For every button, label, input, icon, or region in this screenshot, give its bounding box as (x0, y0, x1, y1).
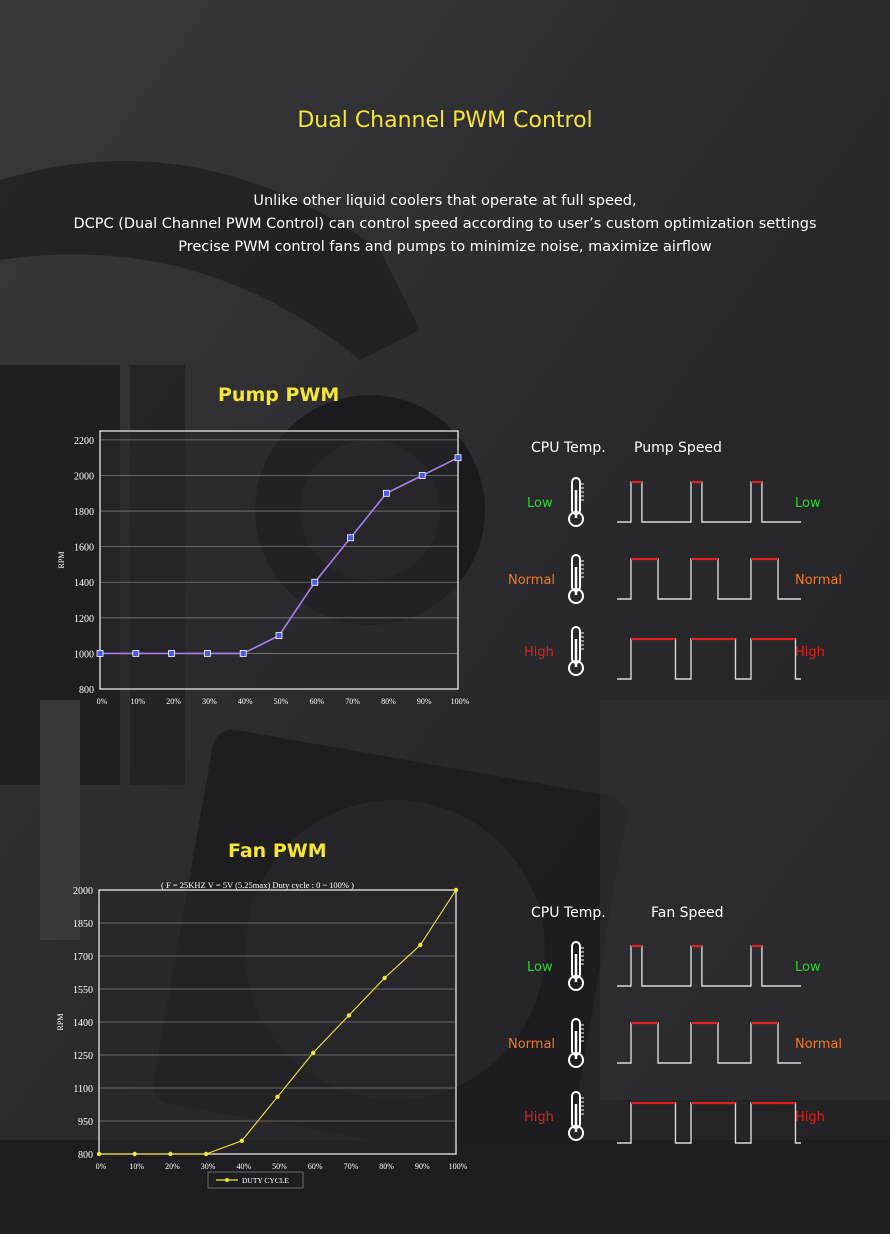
x-tick-label: 100% (448, 1162, 468, 1171)
data-point (204, 1152, 208, 1156)
fan-pwm-chart (0, 874, 480, 1194)
y-tick-label: 2200 (74, 435, 94, 447)
data-point (169, 650, 175, 656)
y-tick-label: 2000 (74, 471, 94, 483)
y-tick-label: 950 (78, 1117, 93, 1128)
data-point (168, 1152, 172, 1156)
pwm-waveform-icon (617, 635, 801, 683)
x-tick-label: 40% (236, 1162, 252, 1171)
pump-panel-speed-header: Pump Speed (634, 440, 722, 456)
level-label-high-left: High (524, 645, 554, 660)
data-point (240, 1139, 244, 1143)
level-label-normal-right: Normal (795, 573, 843, 588)
fan-pwm-title: Fan PWM (228, 840, 327, 862)
legend-marker (225, 1178, 229, 1182)
x-tick-label: 30% (202, 697, 217, 706)
intro-line-3: Precise PWM control fans and pumps to minimize noise, maximize airflow (178, 239, 712, 255)
x-tick-label: 30% (200, 1162, 216, 1171)
data-point (454, 888, 458, 892)
level-label-low-right: Low (795, 960, 821, 975)
data-point (97, 650, 103, 656)
x-tick-label: 0% (96, 697, 108, 706)
level-label-high-right: High (795, 645, 825, 660)
thermometer-icon (567, 940, 587, 992)
x-tick-label: 50% (272, 1162, 287, 1171)
intro-line-1: Unlike other liquid coolers that operate at full speed, (253, 193, 637, 209)
data-point (275, 1095, 279, 1099)
pump-pwm-chart (0, 425, 480, 715)
level-label-normal-right: Normal (795, 1037, 843, 1052)
data-point (312, 579, 318, 585)
level-label-normal-left: Normal (508, 573, 556, 588)
data-point (348, 535, 354, 541)
data-point (240, 650, 246, 656)
data-point (97, 1152, 101, 1156)
x-tick-label: 20% (166, 697, 181, 706)
y-axis-label: RPM (56, 1013, 65, 1031)
y-tick-label: 1600 (74, 542, 94, 554)
data-point (347, 1013, 351, 1017)
thermometer-icon (567, 1090, 587, 1142)
y-tick-label: 1550 (73, 985, 93, 996)
x-tick-label: 90% (414, 1162, 430, 1171)
y-axis-label: RPM (57, 551, 66, 569)
pwm-waveform-icon (617, 1099, 801, 1147)
level-label-low-left: Low (527, 960, 553, 975)
x-tick-label: 70% (343, 1162, 359, 1171)
level-label-low-right: Low (795, 496, 821, 511)
plot-area (100, 431, 458, 689)
fan-panel-temp-header: CPU Temp. (531, 905, 606, 921)
data-point (133, 1152, 137, 1156)
chart-subtitle: ( F = 25KHZ V = 5V (5.25max) Duty cycle : 0 ~ 100% ) (161, 880, 354, 890)
data-point (311, 1051, 315, 1055)
x-tick-label: 70% (345, 697, 360, 706)
waveform-line (617, 946, 801, 986)
y-tick-label: 1400 (74, 578, 94, 590)
x-tick-label: 10% (130, 697, 146, 706)
data-point (455, 455, 461, 461)
pump-pwm-title: Pump PWM (218, 384, 340, 406)
waveform-line (617, 559, 801, 599)
waveform-line (617, 482, 801, 522)
thermometer-icon (567, 476, 587, 528)
x-tick-label: 60% (309, 697, 325, 706)
x-tick-label: 10% (129, 1162, 145, 1171)
y-tick-label: 1800 (74, 507, 94, 519)
y-tick-label: 1000 (74, 649, 94, 661)
waveform-line (617, 1023, 801, 1063)
data-point (418, 943, 422, 947)
y-tick-label: 800 (79, 685, 94, 696)
y-tick-label: 1250 (73, 1051, 93, 1062)
y-tick-label: 1400 (73, 1018, 93, 1029)
data-point (276, 633, 282, 639)
pwm-waveform-icon (617, 555, 801, 603)
x-tick-label: 80% (381, 697, 396, 706)
x-tick-label: 90% (416, 697, 432, 706)
y-tick-label: 1100 (73, 1084, 93, 1095)
page-title: Dual Channel PWM Control (297, 108, 593, 133)
thermometer-icon (567, 1017, 587, 1069)
waveform-line (617, 1103, 801, 1143)
x-tick-label: 80% (379, 1162, 394, 1171)
waveform-line (617, 639, 801, 679)
y-tick-label: 1700 (73, 952, 93, 963)
level-label-low-left: Low (527, 496, 553, 511)
level-label-normal-left: Normal (508, 1037, 556, 1052)
x-tick-label: 20% (165, 1162, 180, 1171)
pwm-waveform-icon (617, 478, 801, 526)
level-label-high-left: High (524, 1110, 554, 1125)
pwm-waveform-icon (617, 1019, 801, 1067)
x-tick-label: 60% (307, 1162, 323, 1171)
pump-panel-temp-header: CPU Temp. (531, 440, 606, 456)
legend-label: DUTY CYCLE (242, 1176, 290, 1185)
y-tick-label: 800 (78, 1150, 93, 1161)
intro-line-2: DCPC (Dual Channel PWM Control) can control speed according to user’s custom optimization settings (73, 216, 817, 232)
pwm-waveform-icon (617, 942, 801, 990)
data-point (383, 490, 389, 496)
intro-text (0, 190, 890, 259)
y-tick-label: 2000 (73, 886, 93, 897)
data-point (382, 976, 386, 980)
y-tick-label: 1200 (74, 613, 94, 625)
x-tick-label: 0% (95, 1162, 107, 1171)
data-point (204, 650, 210, 656)
fan-panel-speed-header: Fan Speed (651, 905, 724, 921)
data-point (133, 650, 139, 656)
x-tick-label: 40% (237, 697, 253, 706)
thermometer-icon (567, 625, 587, 677)
y-tick-label: 1850 (73, 919, 93, 930)
x-tick-label: 100% (450, 697, 470, 706)
data-point (419, 472, 425, 478)
x-tick-label: 50% (273, 697, 289, 706)
thermometer-icon (567, 553, 587, 605)
level-label-high-right: High (795, 1110, 825, 1125)
